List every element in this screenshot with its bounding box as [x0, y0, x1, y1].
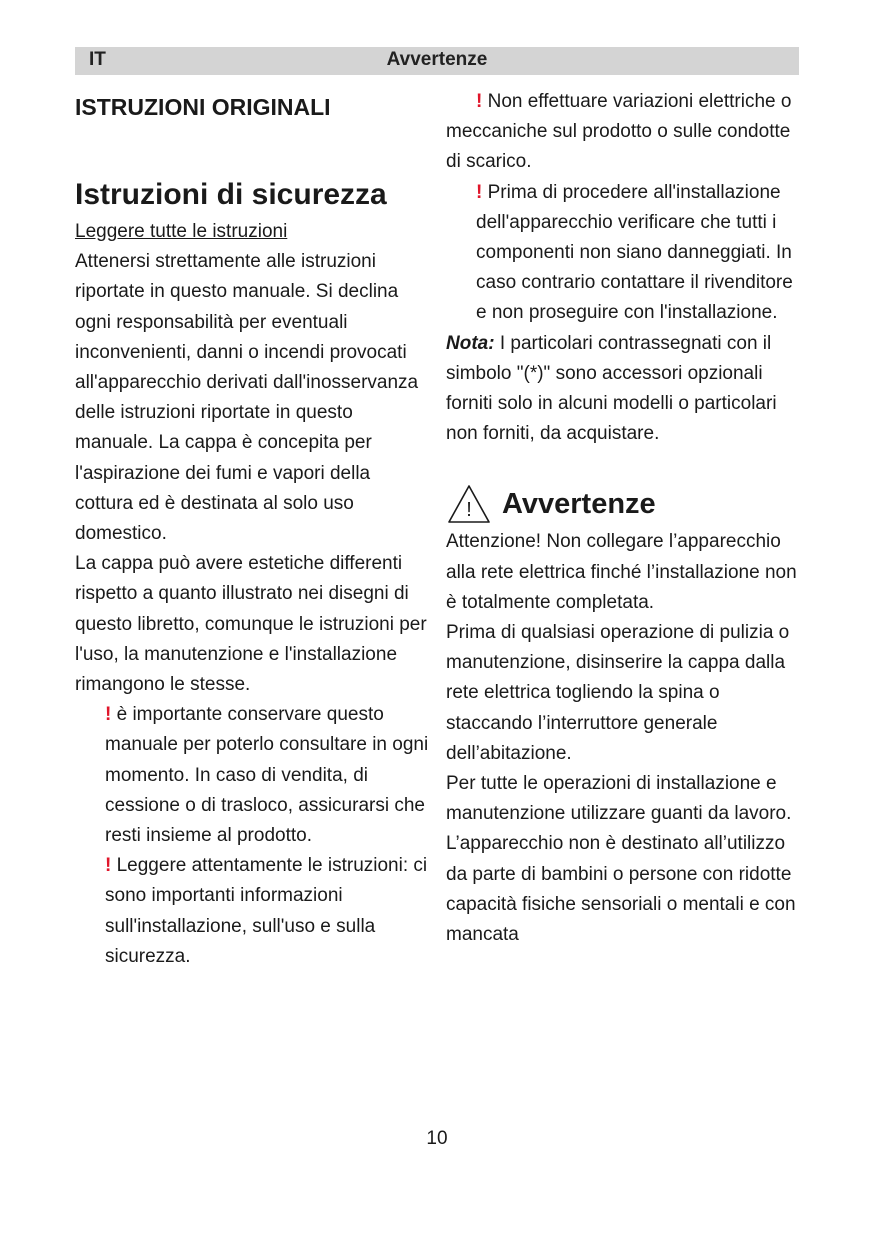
page-header: [75, 47, 799, 75]
warning-paragraph-gloves: Per tutte le operazioni di installazione e manutenzione utilizzare guanti da lavoro.: [446, 773, 792, 825]
original-instructions-heading: ISTRUZIONI ORIGINALI: [75, 94, 331, 120]
warning-paragraph-connect: Attenzione! Non collegare l’apparecchio alla rete elettrica finché l’installazione non è totalmente completata.: [446, 531, 797, 613]
exclamation-icon: !: [105, 855, 112, 877]
language-code: IT: [89, 49, 106, 70]
right-column: [446, 87, 804, 950]
intro-paragraph: Attenersi strettamente alle istruzioni riportate in questo manuale. Si declina ogni responsabilità per eventuali inconvenienti, danni o incendi provocati all'apparecchio derivati dall'inosservanza delle istruzioni riportate in questo manuale. La cappa è concepita per l'aspirazione dei fumi e vapori della cottura ed è destinata al solo uso domestico.: [75, 251, 419, 545]
read-all-subheading: Leggere tutte le istruzioni: [75, 221, 288, 242]
exclamation-icon: !: [476, 91, 483, 112]
aesthetics-paragraph: La cappa può avere estetiche differenti rispetto a quanto illustrato nei disegni di questo libretto, comunque le istruzioni per l'uso, la manutenzione e l'installazione rimangono le stesse.: [75, 553, 427, 696]
bullet-check-components: [446, 178, 804, 329]
warnings-heading: [446, 483, 804, 525]
note-text: I particolari contrassegnati con il simbolo "(*)" sono accessori opzionali forniti solo in alcuni modelli o particolari non forniti, da acquistare.: [446, 332, 777, 445]
warning-triangle-icon: [446, 483, 492, 525]
page-number: 10: [426, 1128, 448, 1149]
warnings-title: Avvertenze: [502, 488, 656, 521]
warning-symbol: !: [466, 499, 472, 522]
exclamation-icon: !: [105, 704, 112, 726]
note-label: Nota:: [446, 332, 495, 354]
bullet-read-carefully: [75, 851, 430, 972]
bullet-text: è importante conservare questo manuale per poterlo consultare in ogni momento. In caso di vendita, di cessione o di trasloco, assicurarsi che resti insieme al prodotto.: [105, 704, 429, 847]
header-title: Avvertenze: [386, 49, 488, 70]
bullet-text: Leggere attentamente le istruzioni: ci sono importanti informazioni sull'installazione, sull'uso e sulla sicurezza.: [105, 855, 428, 967]
bullet-text: Non effettuare variazioni elettriche o meccaniche sul prodotto o sulle condotte di scarico.: [446, 91, 792, 173]
warning-paragraph-cleaning: Prima di qualsiasi operazione di pulizia o manutenzione, disinserire la cappa dalla rete elettrica togliendo la spina o staccando l’interruttore generale dell’abitazione.: [446, 622, 790, 764]
bullet-text: Prima di procedere all'installazione dell'apparecchio verificare che tutti i componenti non siano danneggiati. In caso contrario contattare il rivenditore e non proseguire con l'installazione.: [476, 181, 793, 324]
safety-instructions-heading: Istruzioni di sicurezza: [75, 178, 387, 211]
warning-paragraph-children: L’apparecchio non è destinato all’utilizzo da parte di bambini o persone con ridotte capacità fisiche sensoriali o mentali e con mancata: [446, 833, 796, 946]
left-column: [75, 91, 430, 972]
note-paragraph: [446, 329, 804, 450]
exclamation-icon: !: [476, 181, 483, 203]
bullet-keep-manual: [75, 700, 430, 851]
bullet-no-modifications: [446, 87, 804, 178]
